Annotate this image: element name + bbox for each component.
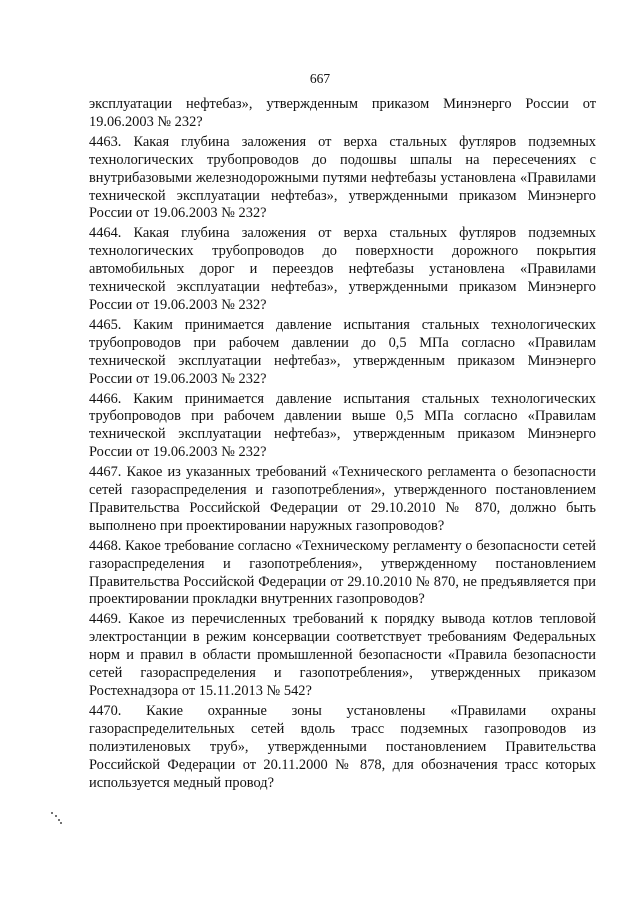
question-number: 4470. [89, 702, 122, 719]
question-text: Каким принимается давление испытания стальных технологических трубопроводов при рабочем давлении выше 0,5 МПа согласно «Правилам технической эксплуатации нефтебаз», утвержденным приказом Минэнерго России от 19.06.2003 № 232? [89, 390, 596, 461]
page-number: 667 [309, 71, 331, 86]
question-text: Какое из перечисленных требований к порядку вывода котлов тепловой электростанции в режим консервации соответствует требованиям Федеральных норм и правил в области промышленной безопасности «Правила безопасности сетей газораспределения и газопотребления», утвержденных приказом Ростехнадзора от 15.11.2013 № 542? [89, 611, 596, 699]
question-4470 [89, 703, 596, 793]
question-4463 [89, 134, 596, 224]
scan-speck-mark [50, 811, 64, 825]
question-4466 [89, 391, 596, 463]
continued-paragraph: эксплуатации нефтебаз», утвержденным приказом Минэнерго России от 19.06.2003 № 232? [89, 96, 596, 130]
question-4469 [89, 611, 596, 701]
question-4467 [89, 464, 596, 536]
question-number: 4464. [89, 225, 122, 242]
question-text: Какая глубина заложения от верха стальных футляров подземных технологических трубопроводов до поверхности дорожного покрытия автомобильных дорог и переездов нефтебазы установлена «Правилами технической эксплуатации нефтебаз», утвержденными приказом Минэнерго России от 19.06.2003 № 232? [89, 225, 596, 313]
question-text: Какие охранные зоны установлены «Правилами охраны газораспределительных сетей вдоль трасс подземных газопроводов из полиэтиленовых труб», утвержденными постановлением Правительства Российской Федерации от 20.11.2000 № 878, для обозначения трасс которых используется медный провод? [89, 702, 596, 791]
question-4465 [89, 317, 596, 389]
question-number: 4465. [89, 316, 122, 333]
question-text: Какое из указанных требований «Технического регламента о безопасности сетей газораспределения и газопотребления», утвержденного постановлением Правительства Российской Федерации от 29.10.2010 № 870, должно быть выполнено при проектировании наружных газопроводов? [89, 464, 596, 534]
question-text: Какое требование согласно «Техническому регламенту о безопасности сетей газораспределения и газопотребления», утвержденному постановлением Правительства Российской Федерации от 29.10.2010 № 870, не предъявляется при проектировании прокладки внутренних газопроводов? [89, 537, 596, 608]
question-number: 4468. [89, 537, 122, 554]
question-4468 [89, 538, 596, 610]
question-number: 4463. [89, 133, 122, 150]
question-text: Каким принимается давление испытания стальных технологических трубопроводов при рабочем давлении до 0,5 МПа согласно «Правилам технической эксплуатации нефтебаз», утвержденным приказом Минэнерго России от 19.06.2003 № 232? [89, 316, 596, 387]
question-4464 [89, 225, 596, 315]
question-number: 4467. [89, 464, 122, 481]
document-body [89, 96, 596, 794]
question-number: 4466. [89, 390, 122, 407]
question-text: Какая глубина заложения от верха стальных футляров подземных технологических трубопроводов до подошвы шпалы на пересечениях с внутрибазовыми железнодорожными путями нефтебазы установлена «Правилами технической эксплуатации нефтебаз», утвержденными приказом Минэнерго России от 19.06.2003 № 232? [89, 133, 596, 222]
question-number: 4469. [89, 611, 122, 628]
